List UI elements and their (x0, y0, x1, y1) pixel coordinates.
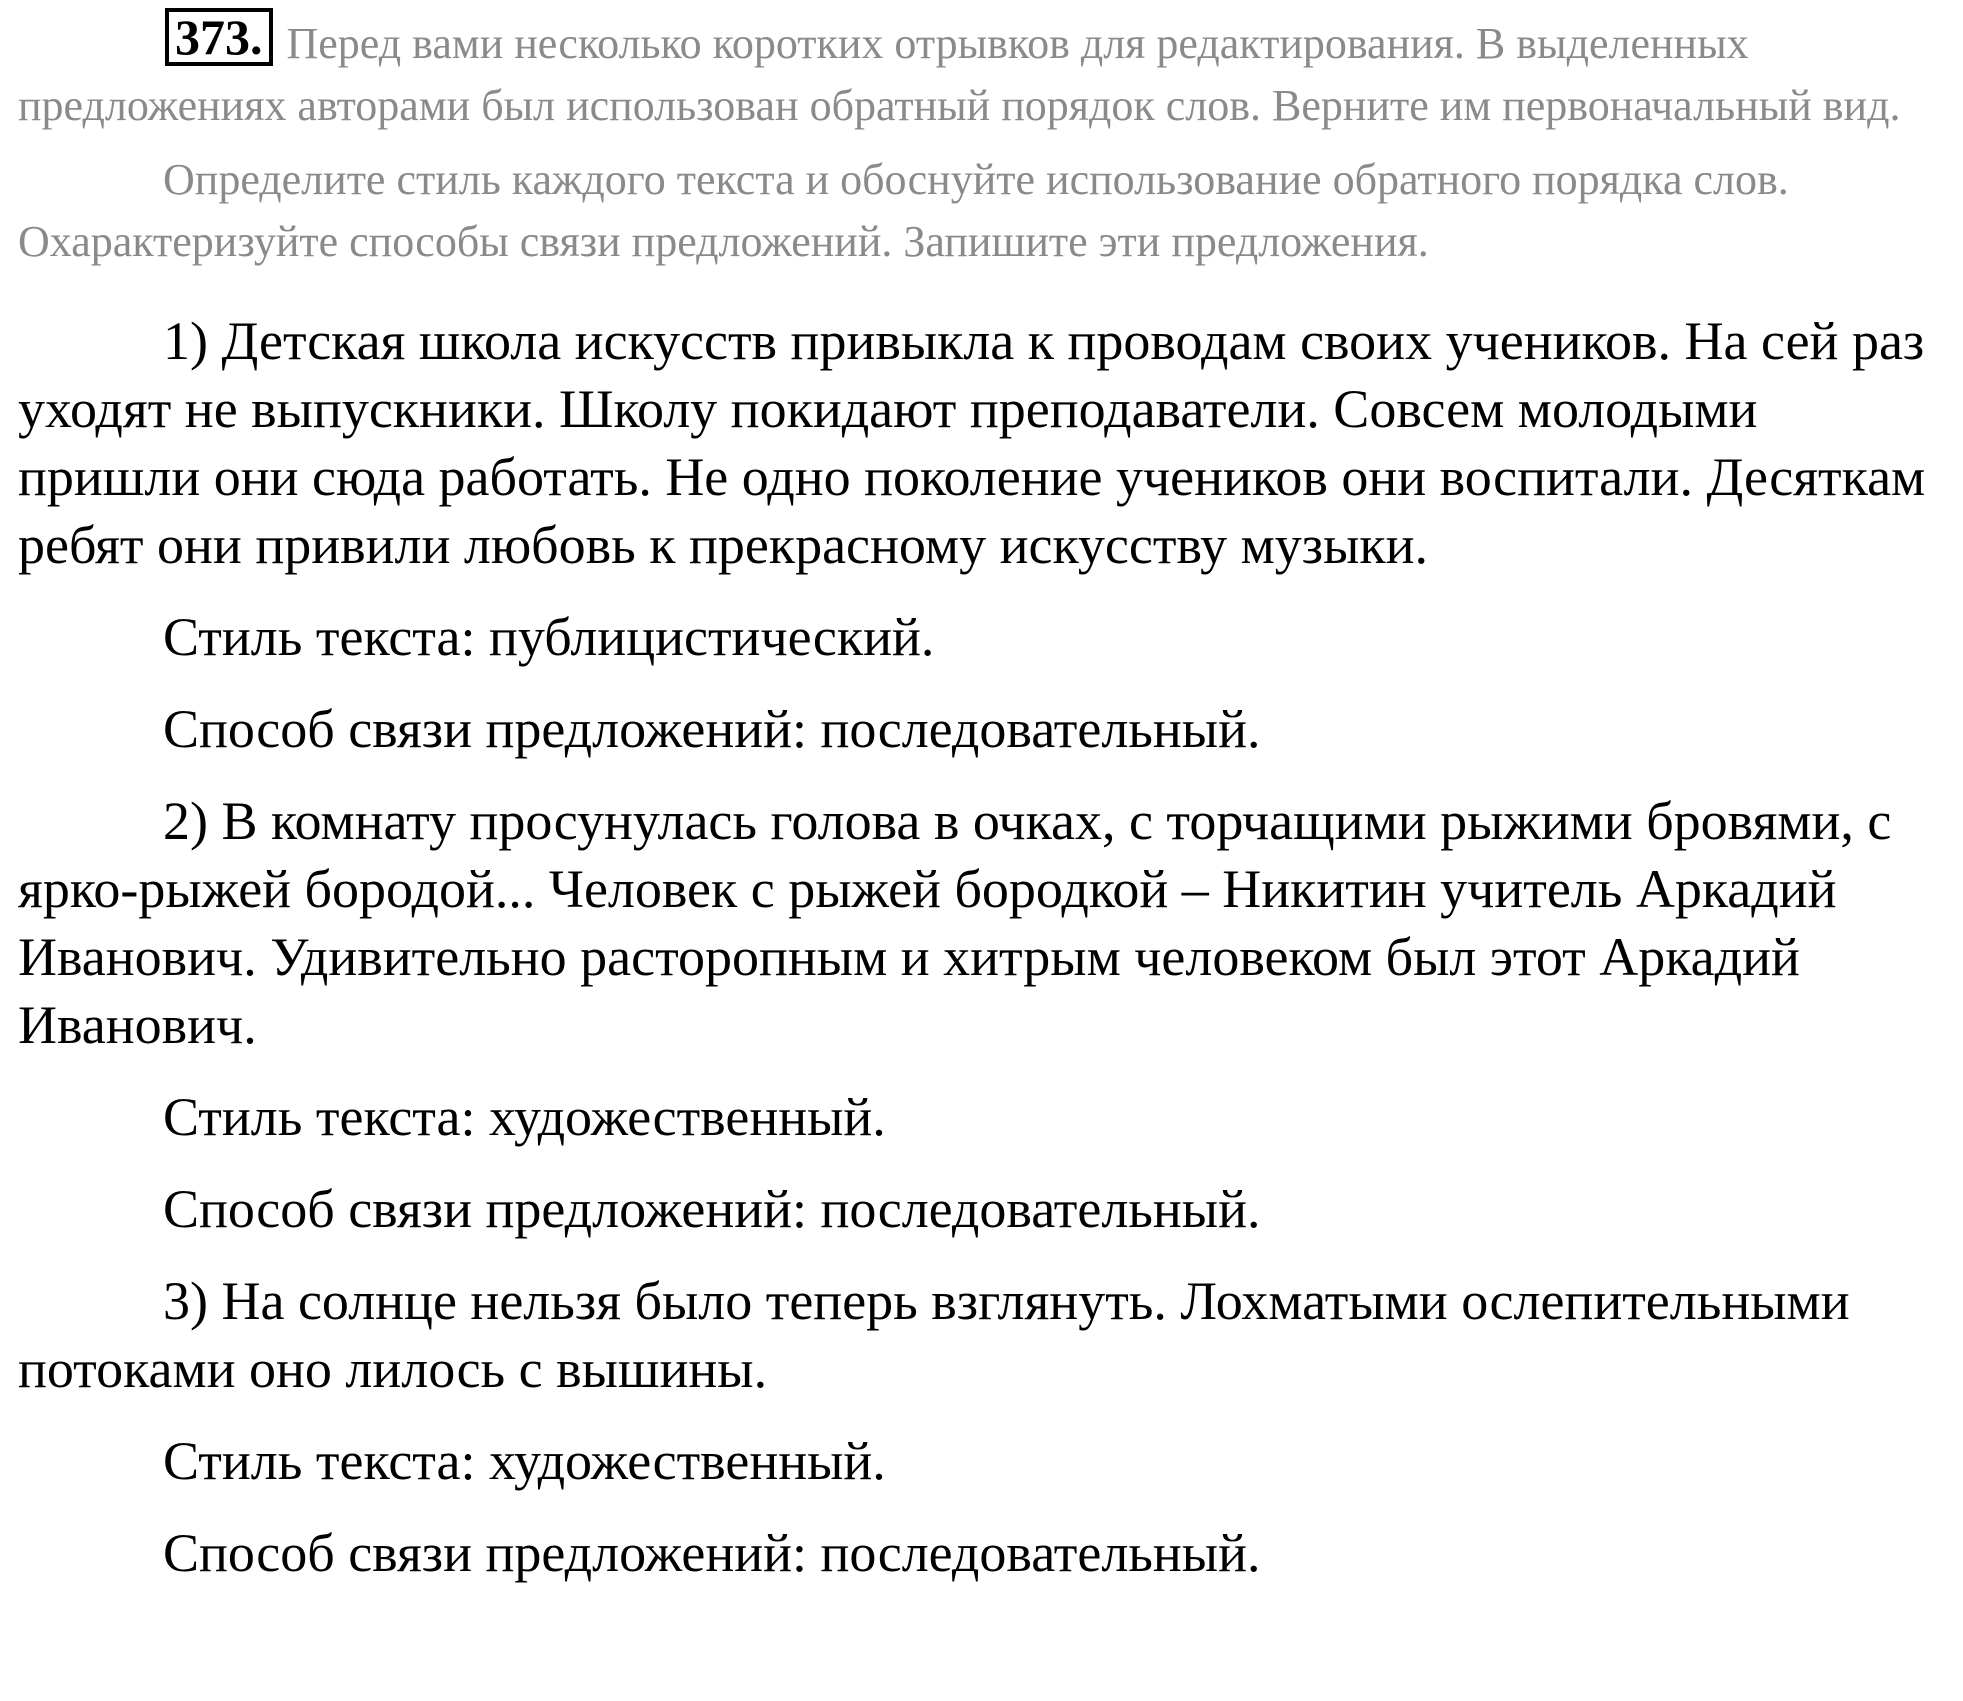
passage-3-text: 3) На солнце нельзя было теперь взглянуть. Лохматыми ослепительными потоками оно лилось с вышины. (18, 1271, 1850, 1399)
passage-2-text: 2) В комнату просунулась голова в очках, с торчащими рыжими бровями, с ярко-рыжей бородой... Человек с рыжей бородкой – Никитин учитель Аркадий Иванович. Удивительно расторопным и хитрым человеком был этот Аркадий Иванович. (18, 791, 1892, 1055)
passage-3-style: Стиль текста: художественный. (163, 1431, 886, 1491)
exercise-instruction-2: Определите стиль каждого текста и обоснуйте использование обратного порядка слов. Охарактеризуйте способы связи предложений. Запишите эти предложения. (18, 155, 1789, 266)
passage-2-connection: Способ связи предложений: последовательный. (163, 1179, 1261, 1239)
passage-1-connection: Способ связи предложений: последовательный. (163, 699, 1261, 759)
exercise-instruction-1: Перед вами несколько коротких отрывков для редактирования. В выделенных предложениях авторами был использован обратный порядок слов. Верните им первоначальный вид. (18, 19, 1901, 130)
passage-3-connection: Способ связи предложений: последовательный. (163, 1523, 1261, 1583)
exercise-number: 373. (165, 8, 273, 66)
passage-1-style: Стиль текста: публицистический. (163, 607, 935, 667)
textbook-page (18, 8, 1943, 1587)
exercise-intro-1 (18, 8, 1943, 137)
passage-2-style: Стиль текста: художественный. (163, 1087, 886, 1147)
passage-1-text: 1) Детская школа искусств привыкла к проводам своих учеников. На сей раз уходят не выпускники. Школу покидают преподаватели. Совсем молодыми пришли они сюда работать. Не одно поколение учеников они воспитали. Десяткам ребят они привили любовь к прекрасному искусству музыки. (18, 311, 1926, 575)
